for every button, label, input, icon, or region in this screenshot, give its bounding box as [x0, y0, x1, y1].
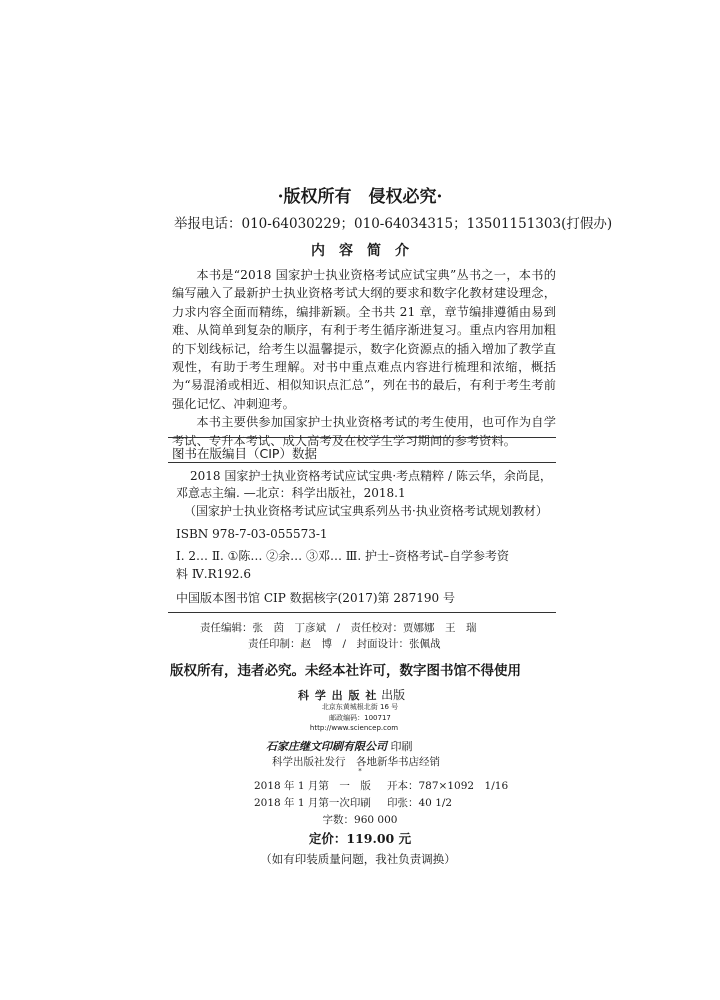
publisher-postcode: 邮政编码：100717: [329, 714, 391, 722]
summary-paragraph-1: 本书是“2018 国家护士执业资格考试应试宝典”丛书之一，本书的编写融入了最新护士执业资格考试大纲的要求和数字化教材建设理念，力求内容全面而精练，编排新颖。全书共 21 章，章节编排遵循由易到难、从简单到复杂的顺序，有利于考生循序渐进复习。重点内容用加粗的下划线标记，给考生以温馨提示，数字化资源点的插入增加了教学直观性，有助于考生理解。对书中重点难点内容进行梳理和浓缩，概括为“易混淆或相近、相似知识点汇总”，列在书的最后，有利于考生考前强化记忆、冲刺迎考。: [172, 268, 556, 411]
staff-editors: 责任编辑：张 茵 丁彦斌 / 责任校对：贾娜娜 王 瑞: [200, 622, 477, 634]
staff-print-design: 责任印制：赵 博 / 封面设计：张佩战: [248, 638, 441, 650]
quality-notice: （如有印装质量问题，我社负责调换）: [260, 852, 456, 866]
report-phone: 举报电话：010-64030229；010-64034315；13501151303(打假办): [174, 216, 613, 232]
cip-top-rule: [168, 437, 556, 438]
book-format: 开本：787×1092 1/16: [387, 780, 509, 792]
cip-isbn: ISBN 978-7-03-055573-1: [176, 527, 328, 541]
cip-line-1: 2018 国家护士执业资格考试应试宝典·考点精粹 / 陈云华，余尚昆，: [190, 469, 552, 483]
cip-line-3: （国家护士执业资格考试应试宝典系列丛书·执业资格考试规划教材）: [184, 504, 548, 518]
cip-heading: 图书在版编目（CIP）数据: [172, 446, 317, 461]
publisher-name: 科 学 出 版 社: [298, 689, 378, 702]
publisher-suffix: 出版: [381, 688, 406, 702]
cip-classification-2: 料 Ⅳ.R192.6: [176, 567, 252, 581]
word-count: 字数：960 000: [322, 814, 398, 826]
print-sheets: 印张：40 1/2: [387, 797, 453, 809]
cip-line-2: 邓意志主编. —北京：科学出版社，2018.1: [176, 486, 406, 500]
separator-star: *: [358, 767, 362, 775]
cip-heading-rule: [168, 462, 556, 463]
copyright-notice: 版权所有，违者必究。未经本社许可，数字图书馆不得使用: [170, 663, 521, 679]
edition-date: 2018 年 1 月第 一 版: [254, 780, 371, 792]
price: 定价：119.00 元: [308, 831, 412, 846]
cip-bottom-rule: [168, 612, 556, 613]
publisher-website: http://www.sciencep.com: [309, 724, 399, 732]
copyright-title: ·版权所有 侵权必究·: [277, 187, 443, 207]
printer-line: [266, 738, 413, 754]
summary-body: [172, 266, 556, 450]
cip-record-number: 中国版本图书馆 CIP 数据核字(2017)第 287190 号: [176, 591, 455, 605]
publisher-address: 北京东黄城根北街 16 号: [321, 703, 399, 711]
distribution-line: 科学出版社发行 各地新华书店经销: [272, 756, 440, 768]
printer-suffix: 印刷: [390, 740, 413, 753]
publisher-line: [298, 686, 405, 703]
print-date: 2018 年 1 月第一次印刷: [254, 797, 371, 809]
printer-name: 石家庄继文印刷有限公司: [266, 740, 387, 753]
cip-classification-1: Ⅰ. 2… Ⅱ. ①陈… ②余… ③邓… Ⅲ. 护士–资格考试–自学参考资: [176, 549, 510, 563]
summary-heading: 内 容 简 介: [311, 243, 409, 259]
summary-paragraph-2: 本书主要供参加国家护士执业资格考试的考生使用，也可作为自学考试、专升本考试、成人高考及在校学生学习期间的参考资料。: [172, 415, 556, 448]
